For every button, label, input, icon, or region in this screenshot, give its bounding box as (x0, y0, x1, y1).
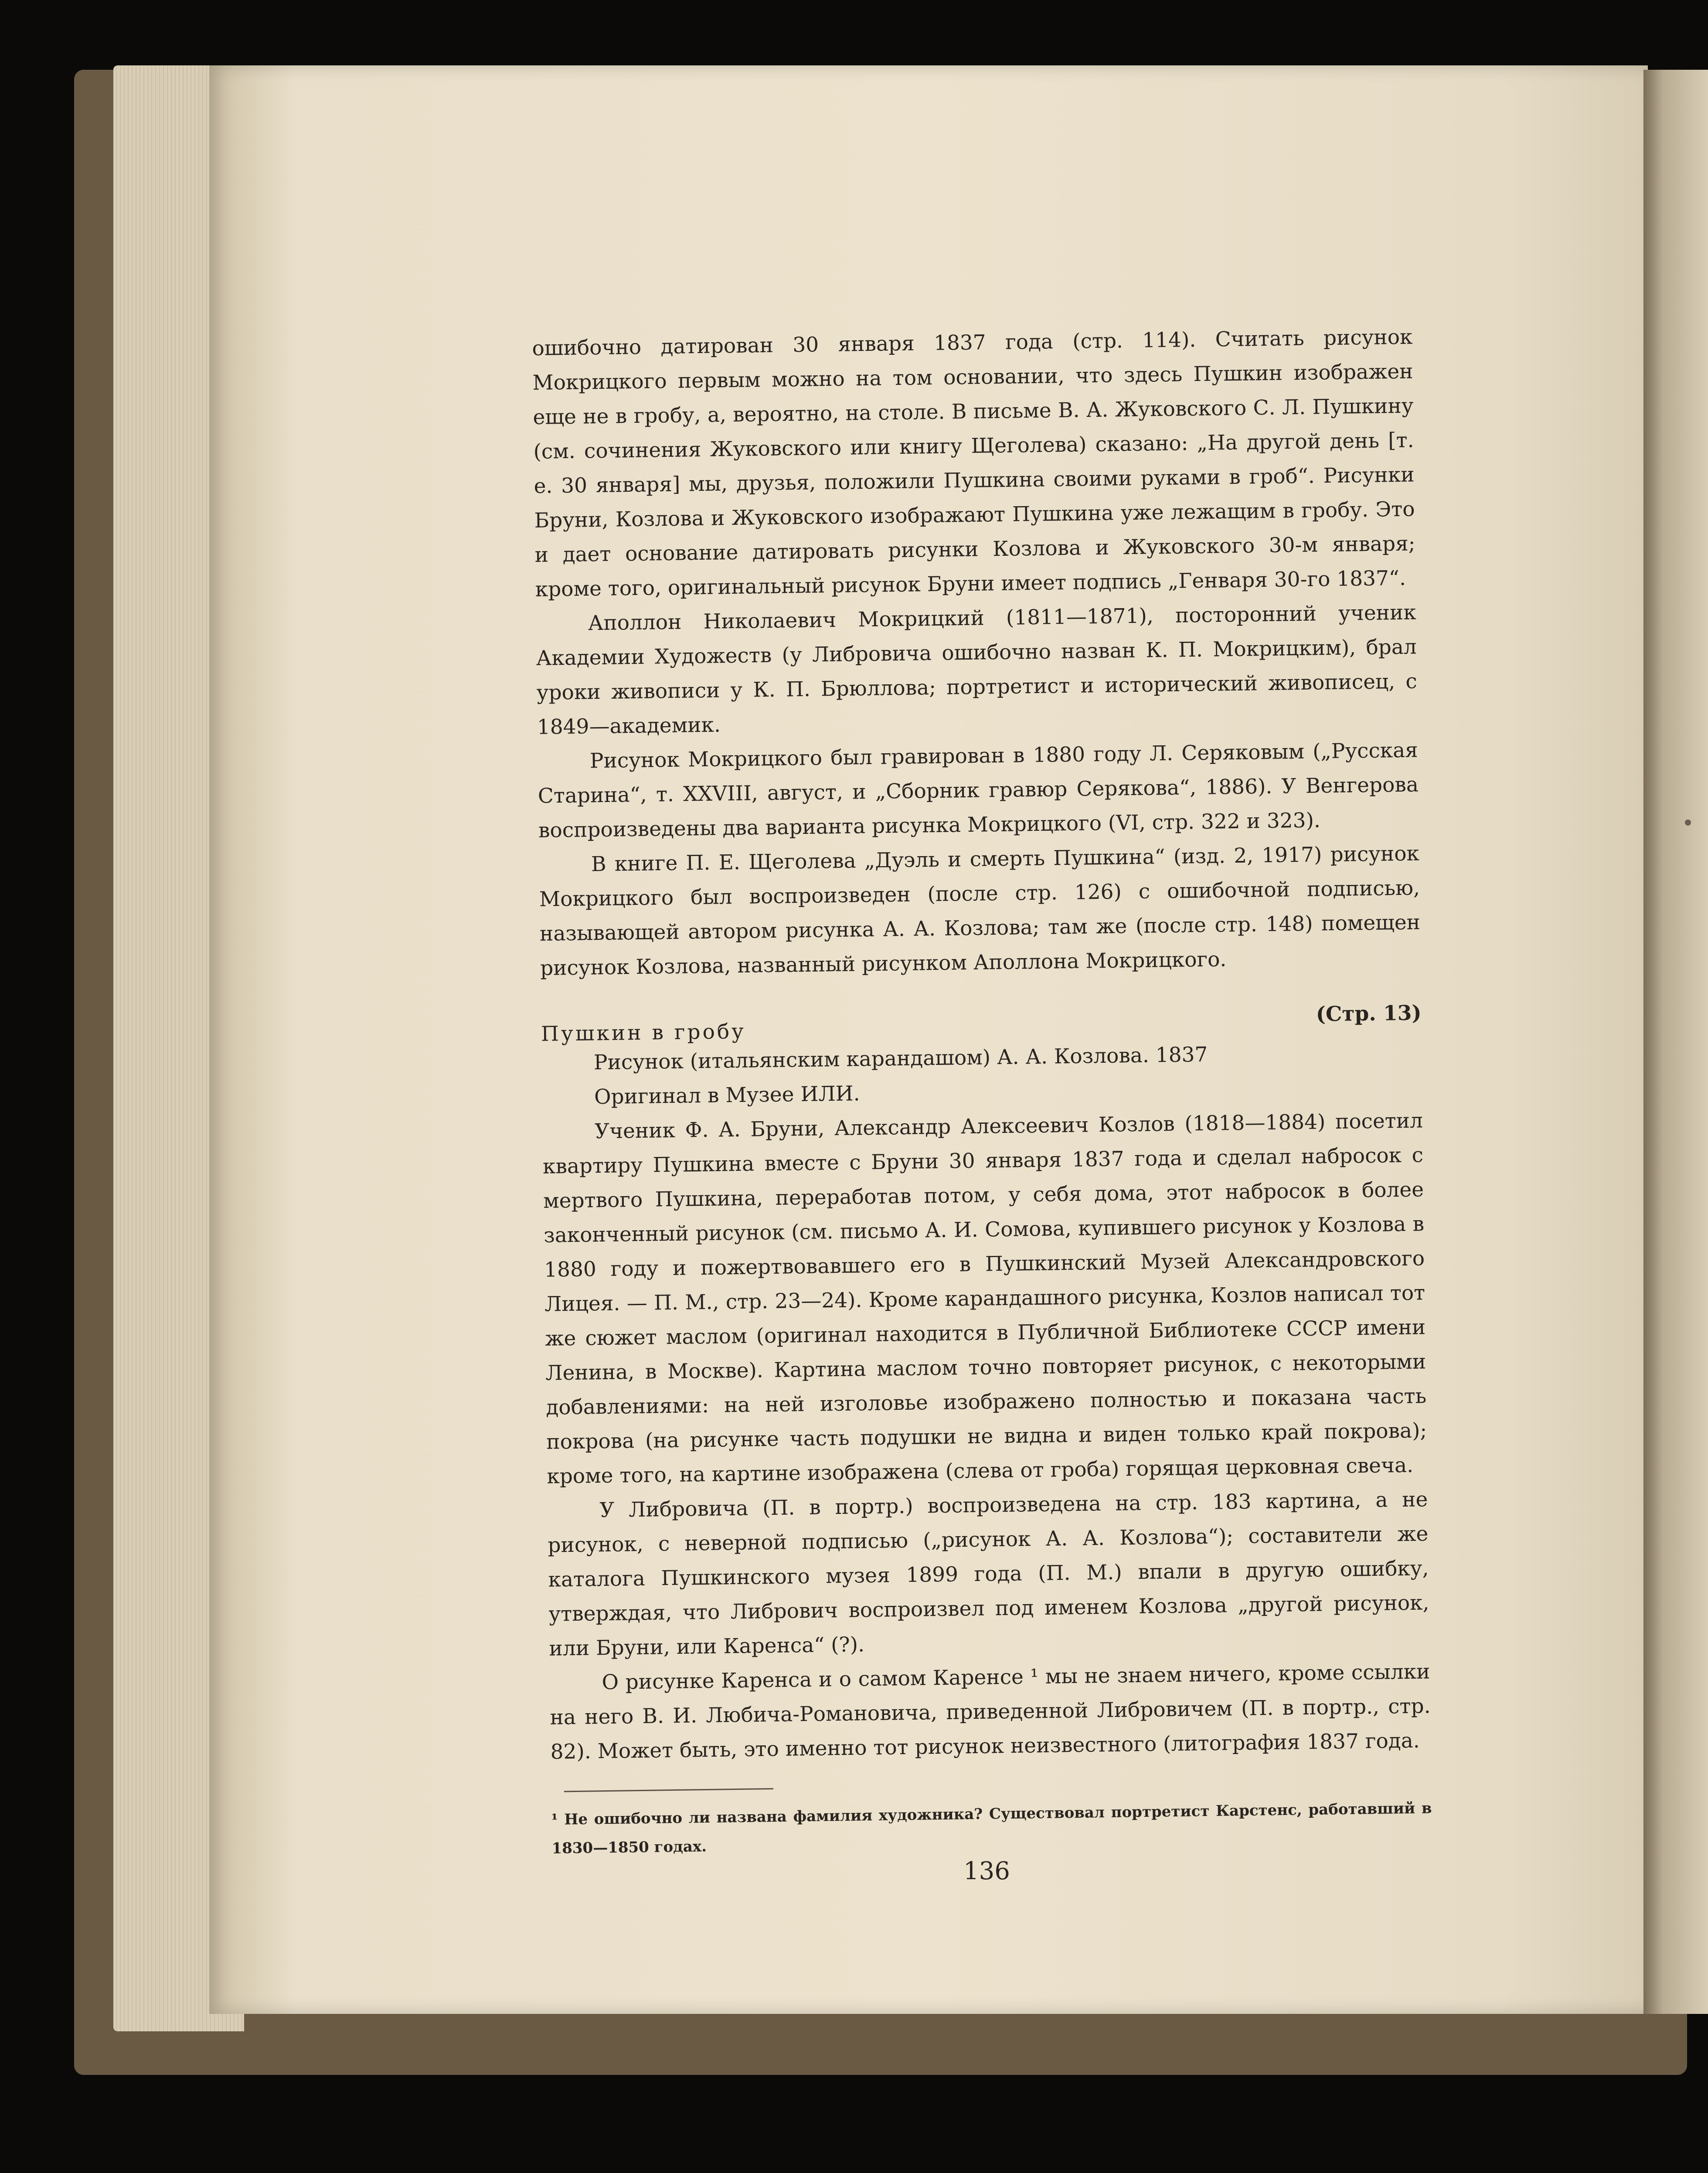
section-page-ref: (Стр. 13) (1316, 1001, 1422, 1027)
footnote: ¹ Не ошибочно ли названа фамилия художника? Существовал портретист Карстенс, работавший в 1830—1850 годах. (551, 1799, 1432, 1857)
artwork-location: Оригинал в Музее ИЛИ. (594, 1081, 860, 1109)
page-number: 136 (963, 1857, 1010, 1885)
artwork-caption: Рисунок (итальянским карандашом) А. А. Козлова. 1837 (593, 1042, 1208, 1075)
footnote-divider (564, 1788, 773, 1792)
paragraph-4: В книге П. Е. Щеголева „Дуэль и смерть Пушкина“ (изд. 2, 1917) рисунок Мокрицкого был воспроизведен (после стр. 126) с ошибочной подписью, называющей автором рисунка А. А. Козлова; там же (после стр. 148) помещен рисунок Козлова, названный рисунком Аполлона Мокрицкого. (539, 841, 1421, 980)
paper-spot (1685, 820, 1691, 826)
paragraph-5: Ученик Ф. А. Бруни, Александр Алексеевич Козлов (1818—1884) посетил квартиру Пушкина вместе с Бруни 30 января 1837 года и сделал набросок с мертвого Пушкина, переработав потом, у себя дома, этот набросок в более законченный рисунок (см. письмо А. И. Сомова, купившего рисунок у Козлова в 1880 году и пожертвовавшего его в Пушкинский Музей Александровского Лицея. — П. М., стр. 23—24). Кроме карандашного рисунка, Козлов написал тот же сюжет маслом (оригинал находится в Публичной Библиотеке СССР имени Ленина, в Москве). Картина маслом точно повторяет рисунок, с некоторыми добавлениями: на ней изголовье изображено полностью и показана часть покрова (на рисунке часть подушки не видна и виден только край покрова); кроме того, на картине изображена (слева от гроба) горящая церковная свеча. (542, 1109, 1427, 1489)
page-text (532, 320, 1432, 1863)
paragraph-7: О рисунке Каренса и о самом Каренсе ¹ мы не знаем ничего, кроме ссылки на него В. И. Любича-Романовича, приведенной Либровичем (П. в портр., стр. 82). Может быть, это именно тот рисунок неизвестного (литография 1837 года. (550, 1660, 1431, 1764)
facing-page-edge (1643, 70, 1708, 2014)
paragraph-1: ошибочно датирован 30 января 1837 года (стр. 114). Считать рисунок Мокрицкого первым можно на том основании, что здесь Пушкин изображен еще не в гробу, а, вероятно, на столе. В письме В. А. Жуковского С. Л. Пушкину (см. сочинения Жуковского или книгу Щеголева) сказано: „На другой день [т. е. 30 января] мы, друзья, положили Пушкина своими руками в гроб“. Рисунки Бруни, Козлова и Жуковского изображают Пушкина уже лежащим в гробу. Это и дает основание датировать рисунки Козлова и Жуковского 30-м января; кроме того, оригинальный рисунок Бруни имеет подпись „Генваря 30-го 1837“. (532, 325, 1415, 602)
paragraph-3: Рисунок Мокрицкого был гравирован в 1880 году Л. Серяковым („Русская Старина“, т. XXVIII, август, и „Сборник гравюр Серякова“, 1886). У Венгерова воспроизведены два варианта рисунка Мокрицкого (VI, стр. 322 и 323). (538, 738, 1419, 843)
paragraph-2: Аполлон Николаевич Мокрицкий (1811—1871), посторонний ученик Академии Художеств (у Либровича ошибочно назван К. П. Мокрицким), брал уроки живописи у К. П. Брюллова; портретист и исторический живописец, с 1849—академик. (536, 600, 1418, 739)
paragraph-6: У Либровича (П. в портр.) воспроизведена на стр. 183 картина, а не рисунок, с неверной подписью („рисунок А. А. Козлова“); составители же каталога Пушкинского музея 1899 года (П. М.) впали в другую ошибку, утверждая, что Либрович воспроизвел под именем Козлова „другой рисунок, или Бруни, или Каренса“ (?). (548, 1487, 1429, 1661)
section-title: Пушкин в гробу (541, 1019, 746, 1046)
